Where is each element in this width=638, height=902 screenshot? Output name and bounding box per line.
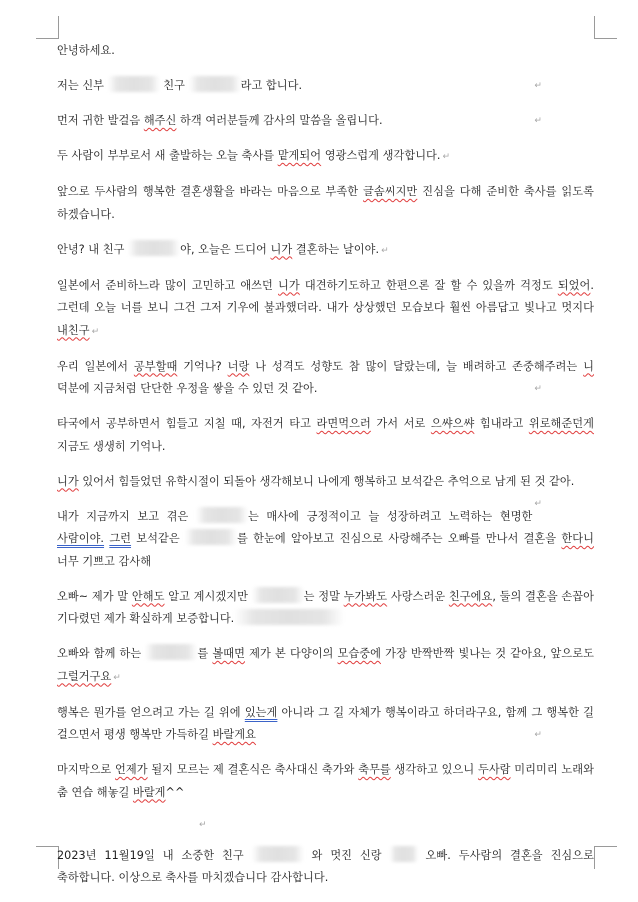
paragraph[interactable] (57, 759, 594, 804)
spellcheck-flagged-word: 두사람 (477, 763, 511, 776)
text-run: 가서 서로 (370, 417, 431, 430)
spellcheck-flagged-word: 그럴거구요 (57, 669, 112, 683)
paragraph[interactable] (57, 845, 594, 890)
text-run: 제가 본 다양이의 (245, 647, 338, 660)
paragraph-mark: ↵ (113, 672, 121, 683)
paragraph[interactable] (57, 75, 594, 98)
redacted-name (252, 587, 304, 603)
redacted-name (189, 76, 241, 92)
spellcheck-flagged-word: 누가봐도 (343, 589, 388, 603)
text-run: 알고 계시겠지만 (164, 589, 252, 603)
paragraph-mark: ↵ (534, 730, 542, 740)
page-corner-top-right (594, 16, 617, 39)
paragraph[interactable] (57, 275, 594, 344)
redacted-name (234, 609, 344, 625)
spellcheck-flagged-word: 모습중에 (337, 647, 381, 660)
redacted-name (252, 846, 304, 862)
text-run: 영광스럽게 생각합니다. (321, 149, 441, 162)
paragraph[interactable] (57, 110, 594, 133)
spellcheck-flagged-word: 니가 (278, 278, 300, 292)
text-run: 미리미리 노래와 춤 연습 해놓길 (57, 763, 594, 799)
text-run: 를 한눈에 알아보고 진심으로 사랑해주는 오빠를 만나서 결혼을 (237, 532, 562, 545)
text-run: 생각하고 있으니 (390, 763, 478, 776)
paragraph[interactable] (57, 506, 594, 574)
text-run: 하객 여러분들께 감사의 말씀을 올립니다. (176, 114, 383, 127)
page-corner-top-left (36, 16, 59, 39)
paragraph[interactable] (57, 181, 594, 226)
grammar-flagged-word: 사람이야. (57, 532, 105, 545)
text-run: 두 사람이 부부로서 새 출발하는 오늘 축사를 (57, 149, 278, 162)
text-run: , 둘의 결혼을 손꼽아 기다렸던 제가 확실하게 보증합니다. (57, 589, 594, 625)
text-run: 지금도 생생히 기억나. (57, 439, 166, 453)
redacted-name (145, 644, 197, 660)
spellcheck-flagged-word: 으쌰으쌰 (430, 417, 475, 430)
redacted-name (108, 76, 160, 92)
paragraph[interactable] (57, 356, 594, 401)
paragraph[interactable] (57, 702, 594, 747)
text-run: 결혼하는 날이야. (292, 242, 380, 256)
text-run: 마지막으로 (57, 763, 116, 776)
text-run: 보석같은 (131, 532, 185, 545)
redacted-name (390, 846, 418, 862)
text-run: 나 성격도 성향도 참 많이 달랐는데, 늘 배려하고 존중해주려는 (249, 359, 584, 373)
paragraph[interactable] (57, 586, 594, 631)
text-run: 오빠~ 제가 말 (57, 589, 132, 603)
text-run: 오빠. 두사람의 결혼을 진심으로 축하합니다. 이상으로 축사를 마치겠습니다 감사합니다. (57, 848, 594, 884)
paragraph-mark: ↵ (534, 116, 542, 126)
document-body[interactable] (57, 40, 594, 902)
text-run: 우리 일본에서 (57, 359, 134, 373)
text-run: 진심을 다해 준비한 축사를 읽도록 하겠습니다. (57, 185, 594, 221)
blank-paragraph[interactable] (57, 817, 594, 839)
text-run: 라고 합니다. (240, 79, 303, 92)
spellcheck-flagged-word: 라면먹으러 (316, 417, 371, 430)
text-run: 를 (197, 647, 213, 660)
text-run: 와 멋진 신랑 (303, 848, 390, 862)
spellcheck-flagged-word: 언제가 (115, 763, 148, 776)
spellcheck-flagged-word: 해주신 (143, 114, 177, 127)
text-run: 는 정말 (303, 589, 344, 603)
spellcheck-flagged-word: 너랑 (227, 359, 250, 373)
paragraph[interactable] (57, 40, 594, 63)
spellcheck-flagged-word: 되었어 (557, 278, 591, 292)
text-run: ^^ (165, 785, 185, 799)
spellcheck-flagged-word: 글솜씨지만 (363, 185, 418, 198)
paragraph-mark: ↵ (91, 326, 100, 337)
paragraph-mark: ↵ (534, 81, 542, 91)
text-run: . 그런데 오늘 너를 보니 그건 그저 기우에 불과했더라. 내가 상상했던 모습보다 훨씬 아름답고 빛나고 멋지다 (57, 278, 594, 314)
paragraph-mark: ↵ (199, 819, 207, 830)
paragraph[interactable] (57, 145, 594, 169)
page-corner-bottom-right (594, 846, 617, 869)
spellcheck-flagged-word: 니 (583, 359, 594, 373)
text-run: 덕분에 지금처럼 단단한 우정을 쌓을 수 있던 것 같아. (57, 382, 318, 395)
spellcheck-flagged-word: 안해도 (131, 589, 165, 603)
text-run: 야, 오늘은 드디어 (180, 242, 271, 256)
spellcheck-flagged-word: 맡게되어 (277, 149, 322, 162)
text-run: 있어서 힘들었던 유학시절이 되돌아 생각해보니 나에게 행복하고 보석같은 추억으로 남게 된 것 같아. (78, 474, 575, 488)
redacted-name (196, 507, 248, 523)
paragraph-mark: ↵ (534, 499, 542, 509)
text-run: 사랑스러운 (387, 589, 449, 603)
paragraph[interactable] (57, 239, 594, 263)
paragraph[interactable] (57, 643, 594, 689)
text-run: 저는 신부 (57, 79, 108, 92)
spellcheck-flagged-word: 축무를 (358, 763, 391, 776)
text-run: 내가 지금까지 보고 겪은 (57, 509, 196, 523)
text-run: 안녕? 내 친구 (57, 242, 129, 256)
text-run: 는 매사에 긍정적이고 늘 성장하려고 노력하는 현명한 (247, 509, 533, 523)
spellcheck-flagged-word: 친구에요 (448, 589, 493, 603)
spellcheck-flagged-word: 니가 (270, 242, 293, 256)
text-run: 행복은 뭔가를 얻으려고 가는 길 위에 (57, 705, 245, 719)
paragraph-mark: ↵ (442, 152, 451, 162)
paragraph-mark: ↵ (534, 384, 542, 394)
grammar-flagged-word: 그런 (109, 532, 132, 545)
spellcheck-flagged-word: 바랄게요 (212, 728, 257, 741)
text-run: 2023년 11월19일 내 소중한 친구 (57, 848, 252, 862)
grammar-flagged-word: 있는게 (244, 705, 278, 719)
text-run: 힘내라고 (474, 417, 529, 430)
spellcheck-flagged-word: 볼때면 (212, 647, 245, 660)
text-run: 타국에서 공부하면서 힘들고 지칠 때, 자전거 타고 (57, 417, 317, 430)
spellcheck-flagged-word: 한다니 (561, 532, 594, 545)
spellcheck-flagged-word: 공부할때 (133, 359, 178, 373)
text-run: 가장 반짝반짝 빛나는 것 같아요, 앞으로도 (380, 647, 594, 660)
text-run: 앞으로 두사람의 행복한 결혼생활을 바라는 마음으로 부족한 (57, 185, 363, 198)
spellcheck-flagged-word: 내친구 (57, 323, 90, 337)
redacted-name (185, 529, 237, 545)
spellcheck-flagged-word: 바랄게 (132, 785, 166, 799)
spellcheck-flagged-word: 니가 (57, 474, 79, 488)
page-corner-bottom-left (36, 846, 59, 869)
paragraph-mark: ↵ (381, 245, 389, 256)
text-run: 친구 (159, 79, 189, 92)
text-run: 일본에서 준비하느라 많이 고민하고 애쓰던 (57, 278, 279, 292)
paragraph[interactable] (57, 413, 594, 458)
text-run: 너무 기쁘고 감사해 (57, 554, 152, 568)
redacted-name (128, 240, 180, 256)
text-run: 먼저 귀한 발걸음 (57, 114, 144, 127)
text-run: 대견하기도하고 한편으론 잘 할 수 있을까 걱정도 (299, 278, 558, 292)
text-run: 기억나? (177, 359, 228, 373)
text-run: 될지 모르는 제 결혼식은 축사대신 축가와 (147, 763, 359, 776)
text-run: 안녕하세요. (57, 44, 115, 57)
spellcheck-flagged-word: 위로해준던게 (528, 417, 594, 430)
text-run: 아니라 그 길 자체가 행복이라고 하더라구요, 함께 그 행복한 길 걸으면서 평생 행복만 가득하길 (57, 705, 594, 741)
text-run: 오빠와 함께 하는 (57, 647, 146, 660)
paragraph[interactable] (57, 471, 594, 509)
